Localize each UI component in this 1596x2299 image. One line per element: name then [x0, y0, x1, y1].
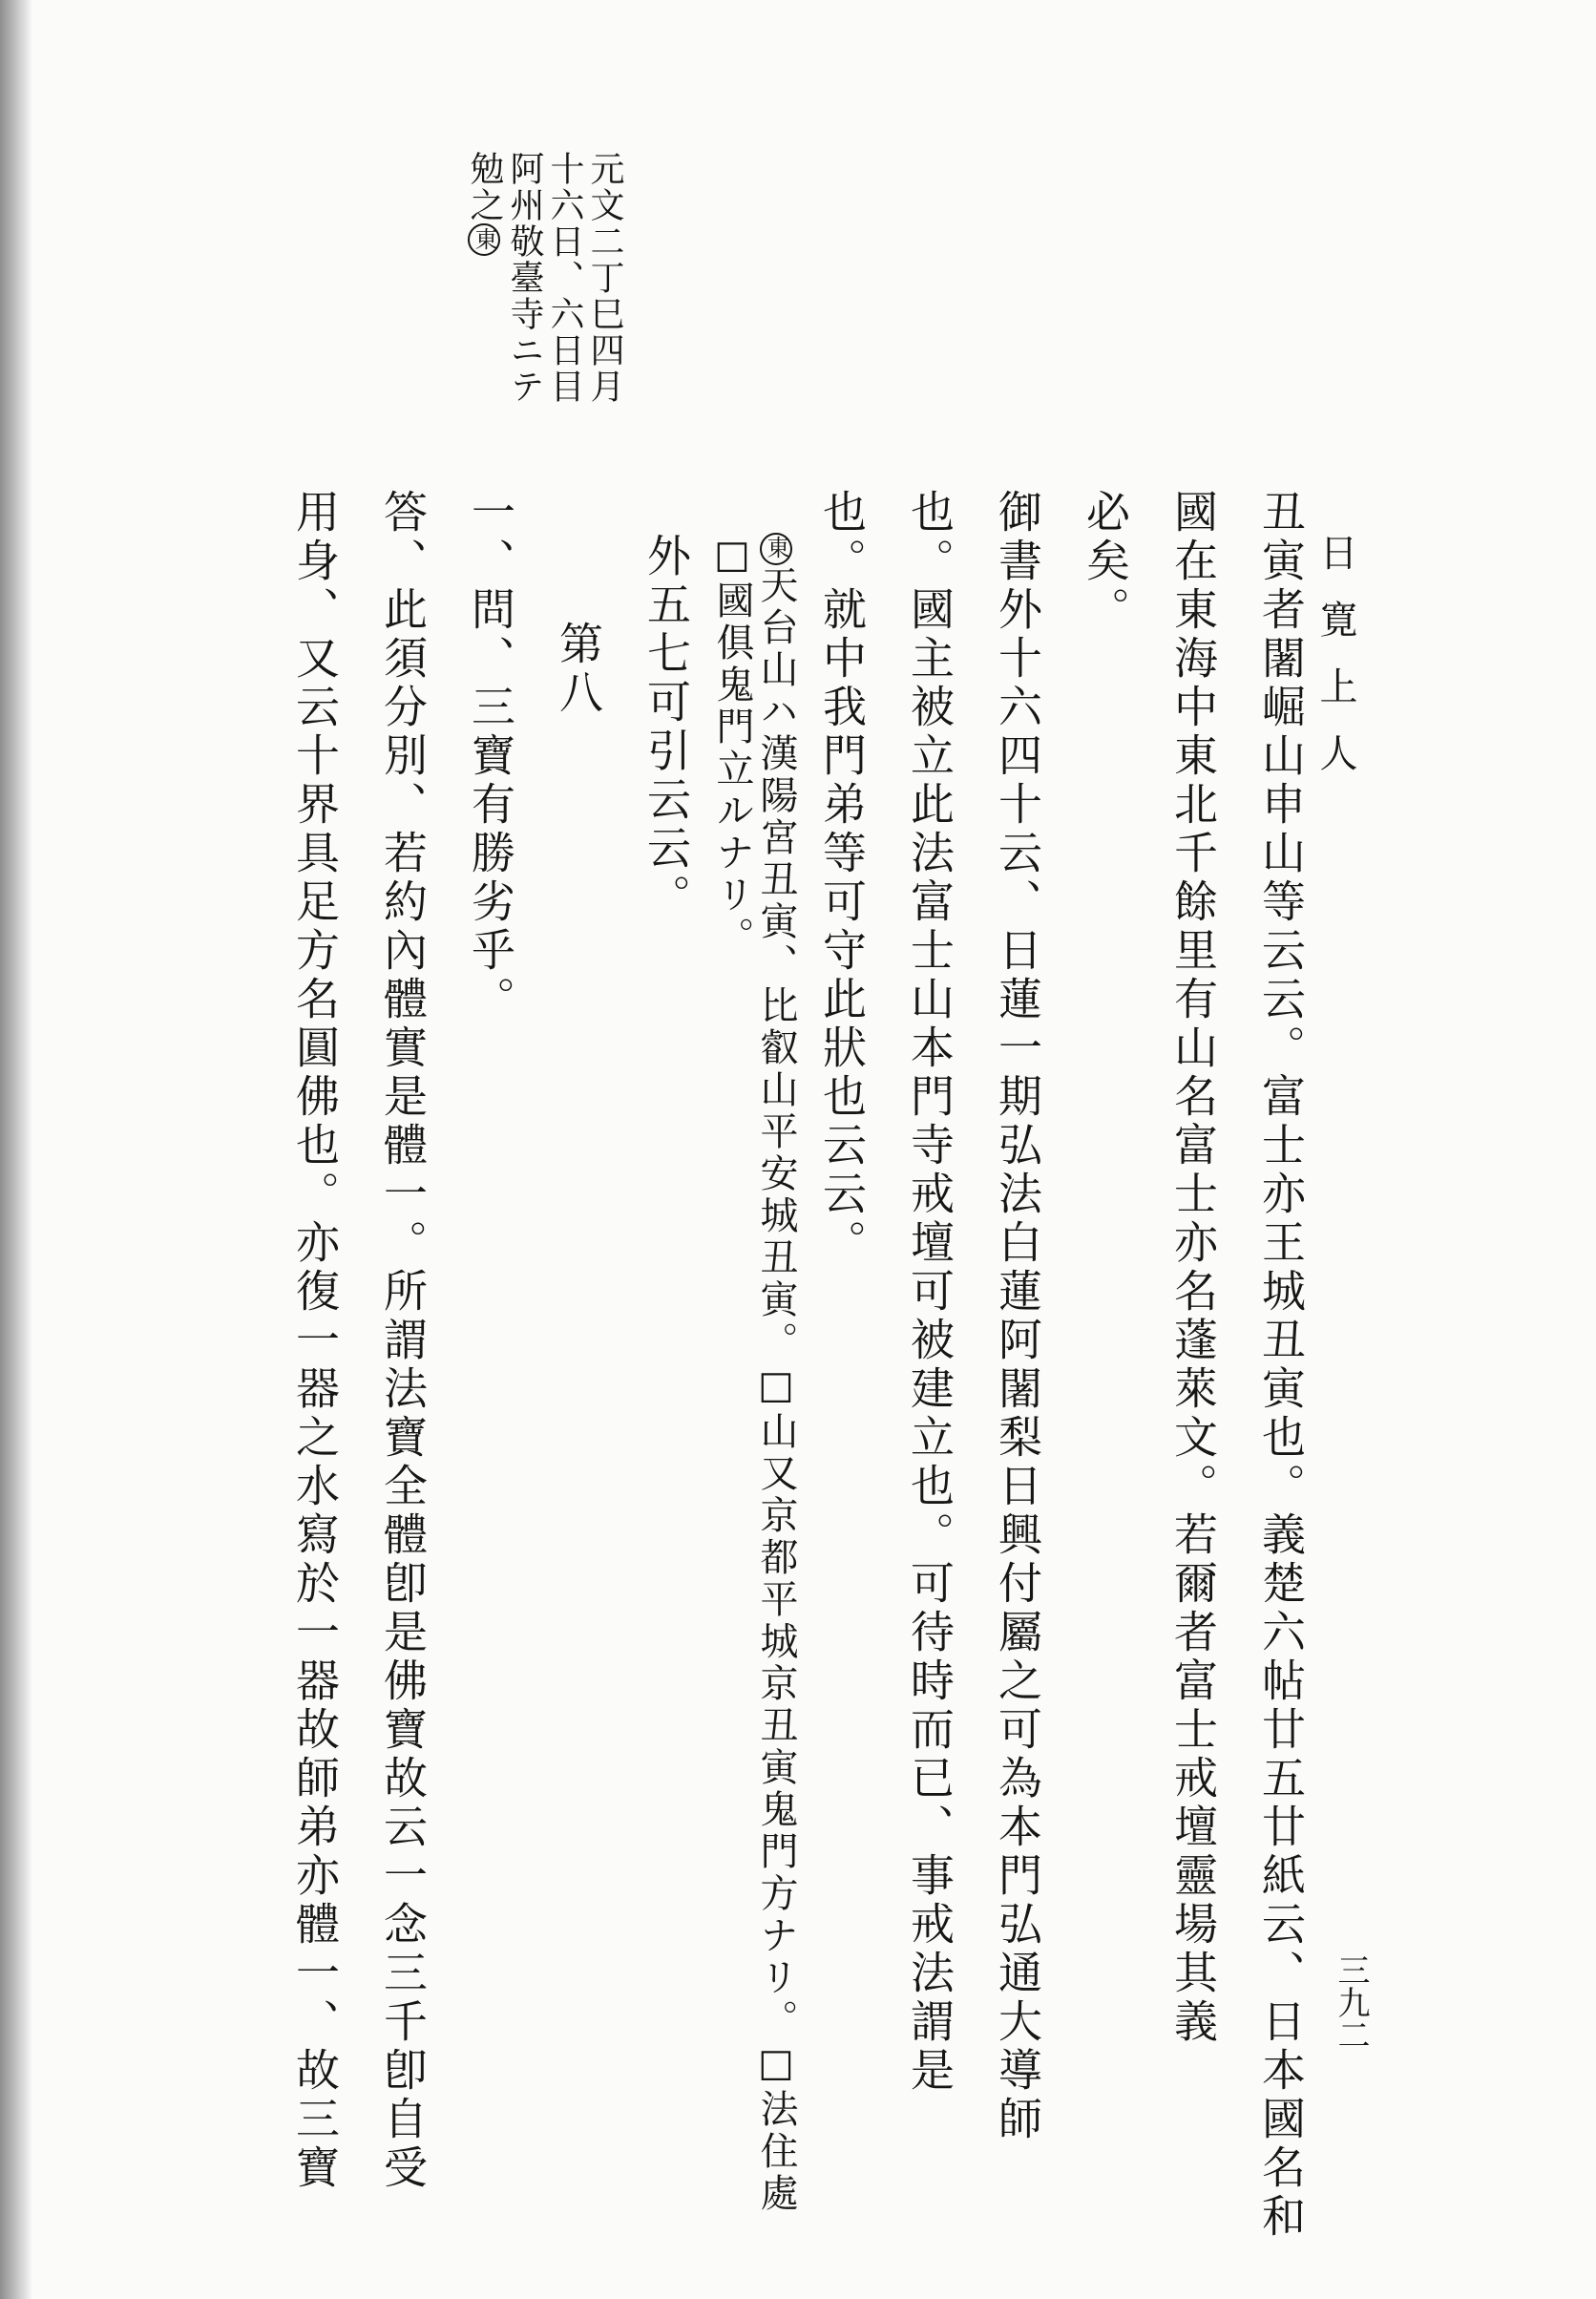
- text-line: 必矣。: [1080, 489, 1131, 635]
- sidenote-line: 阿州敬臺寺ニテ: [505, 151, 544, 405]
- question-line: 一、問、三寶有勝劣乎。: [465, 489, 516, 1024]
- circled-mark: 東: [468, 223, 500, 256]
- annotation-text: 天台山ハ漢陽宮丑寅、比叡山平安城丑寅。□山又京都平城京丑寅鬼門方ナリ。□法住處: [754, 565, 798, 2215]
- annotation-text: □國俱鬼門立ルナリ。: [710, 533, 754, 959]
- answer-line: 用身、又云十界具足方名圓佛也。亦復一器之水寫於一器故師弟亦體一、故三寶: [289, 489, 341, 2193]
- main-text: [271, 489, 1325, 2242]
- text-line: 丑寅者闍崛山申山等云云。富士亦王城丑寅也。義楚六帖廿五廿紙云、日本國名和: [1255, 489, 1307, 2242]
- circled-mark: 東: [760, 533, 792, 565]
- marginal-date-note: [464, 151, 624, 533]
- sidenote-line: 元文二丁巳四月: [585, 151, 624, 405]
- text-line: 也。就中我門弟等可守此狀也云云。: [816, 489, 868, 1268]
- annotation-note: [710, 489, 754, 2112]
- text-line: 國在東海中東北千餘里有山名富士亦名蓬萊文。若爾者富士戒壇靈場其義: [1167, 489, 1219, 2047]
- book-binding-shadow: [0, 0, 32, 2299]
- annotation-note: [754, 489, 798, 2215]
- page-number: 三九二: [1332, 1953, 1370, 2051]
- text-line: 也。國主被立此法富士山本門寺戒壇可被建立也。可待時而已、事戒法謂是: [904, 489, 956, 2096]
- reference-line: 外五七可引云云。: [640, 533, 692, 922]
- section-heading: 第八: [553, 621, 604, 718]
- sidenote-line: 十六日、六日目: [545, 151, 584, 405]
- text-line: 御書外十六四十云、日蓮一期弘法白蓮阿闍梨日興付屬之可為本門弘通大導師: [992, 489, 1043, 2144]
- running-header: 日寛上人: [1313, 533, 1357, 800]
- sidenote-line: 勉之東: [464, 151, 504, 533]
- answer-line: 答、此須分別、若約內體實是體一。所謂法寶全體卽是佛寶故云一念三千卽自受: [377, 489, 429, 2193]
